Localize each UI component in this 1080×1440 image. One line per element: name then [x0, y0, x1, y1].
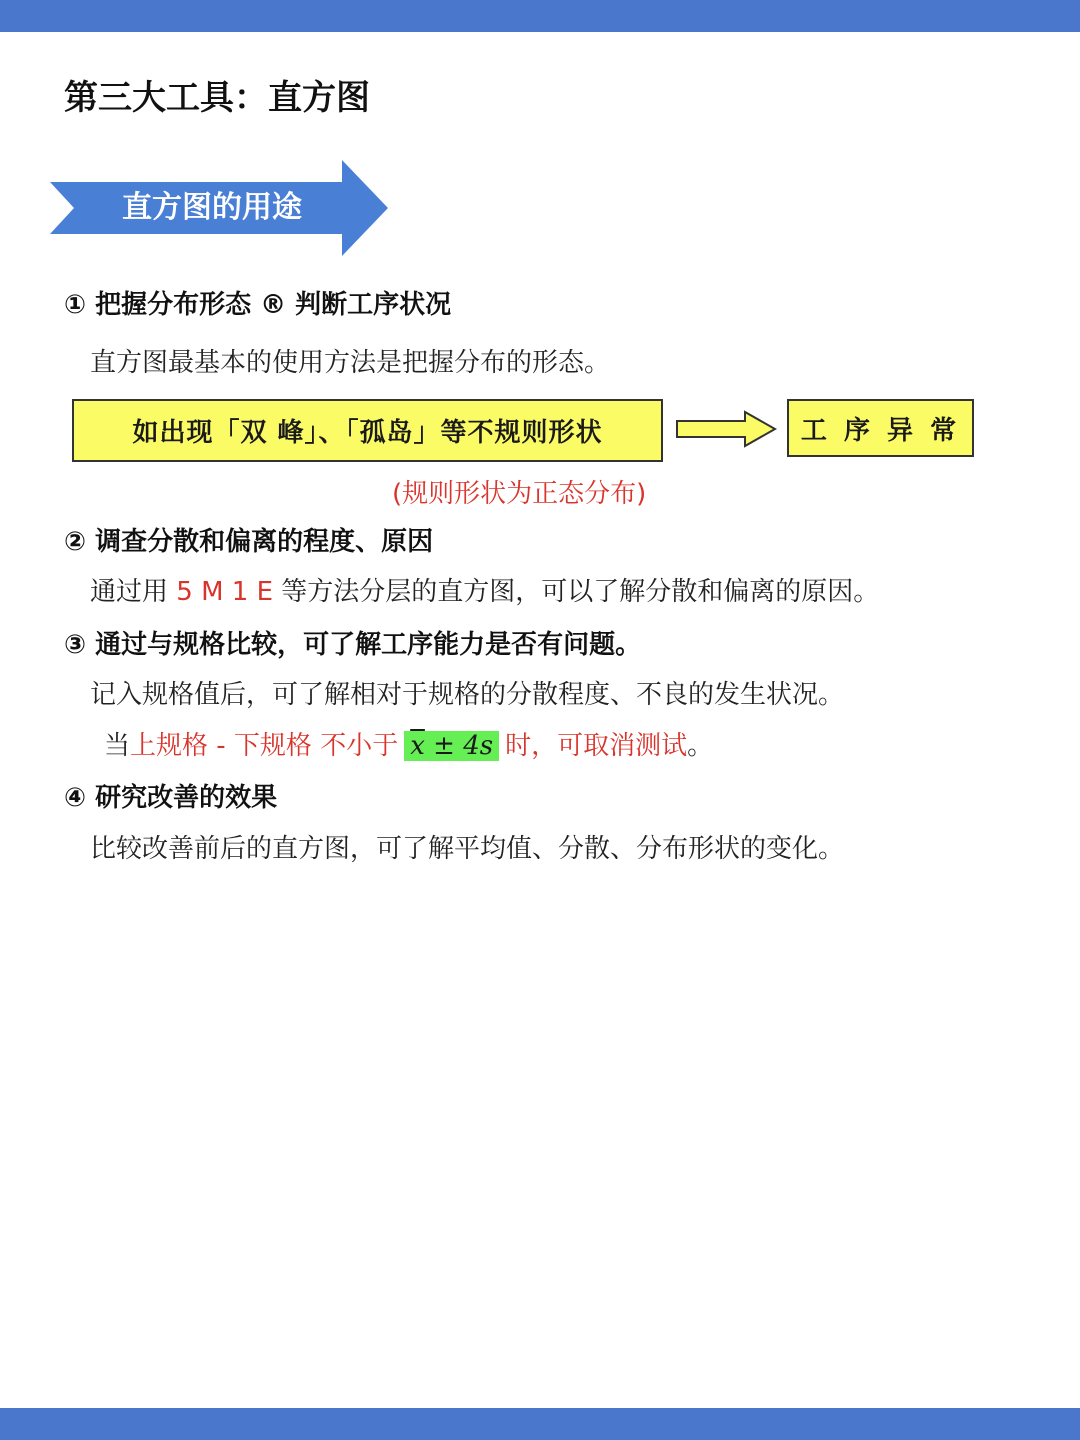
section-2-heading: ② 调查分散和偏离的程度、原因: [64, 527, 434, 557]
condition-end: 。: [687, 731, 714, 761]
flow-arrow-icon: [675, 410, 779, 448]
section-1-heading: ① 把握分布形态 ® 判断工序状况: [64, 290, 452, 320]
page-title: 第三大工具：直方图: [64, 78, 370, 118]
condition-suffix: 时，可取消测试: [505, 731, 688, 761]
condition-prefix: 当: [104, 731, 131, 761]
section-2-text-before: 通过用: [90, 577, 169, 607]
formula-xbar: $\overline{x}$: [410, 731, 425, 761]
bottom-bar: [0, 1408, 1080, 1440]
section-2-text-after: 等方法分层的直方图，可以了解分散和偏离的原因。: [281, 577, 880, 607]
irregular-shape-box: 如出现「双 峰」、「孤岛」等不规则形状: [72, 399, 663, 462]
section-4-heading: ④ 研究改善的效果: [64, 783, 278, 813]
section-2-text: [90, 572, 879, 612]
section-4-text: 比较改善前后的直方图，可了解平均值、分散、分布形状的变化。: [90, 834, 845, 864]
section-1-text: 直方图最基本的使用方法是把握分布的形态。: [90, 348, 611, 378]
section-banner: [50, 160, 390, 256]
formula-highlight: [404, 731, 499, 761]
top-bar: [0, 0, 1080, 32]
formula-rest: ± 4s: [424, 731, 494, 761]
section-3-condition: [104, 726, 713, 766]
process-abnormal-box: 工 序 异 常: [787, 399, 974, 457]
condition-spec-text: 上规格 - 下规格 不小于: [130, 731, 399, 761]
banner-label: 直方图的用途: [122, 190, 302, 225]
5m1e-highlight: 5 M 1 E: [176, 577, 274, 607]
normal-distribution-note: (规则形状为正态分布): [392, 479, 647, 509]
section-3-text: 记入规格值后，可了解相对于规格的分散程度、不良的发生状况。: [90, 680, 845, 710]
section-3-heading: ③ 通过与规格比较，可了解工序能力是否有问题。: [64, 630, 642, 660]
